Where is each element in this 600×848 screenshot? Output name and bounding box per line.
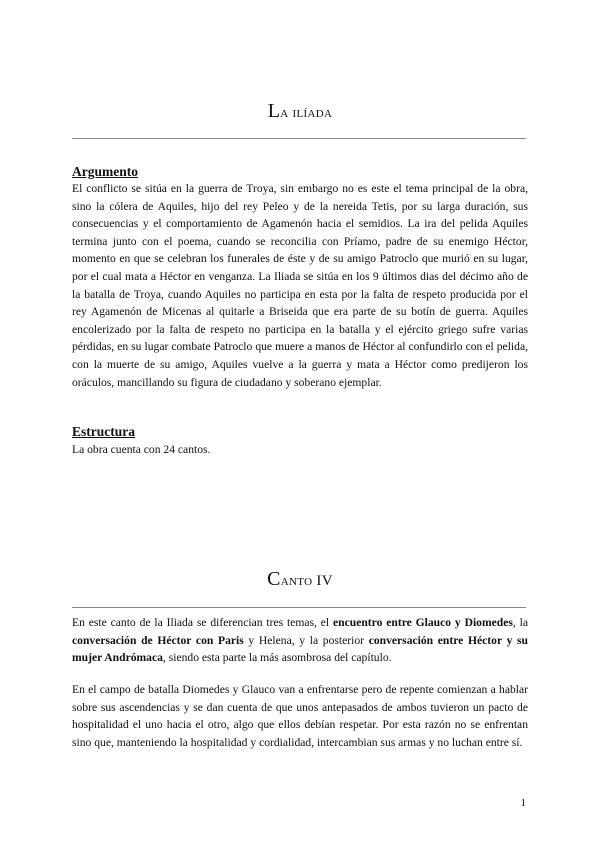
canto-divider (72, 607, 526, 608)
bold-hector-andromaca: conversación entre Héctor y su mujer Andrómaca (72, 633, 528, 665)
paragraph-argumento: El conflicto se sitúa en la guerra de Troya, sin embargo no es este el tema principal de la obra, sino la cólera de Aquiles, hijo del rey Peleo y de la nereida Tetis, por su larga duración, sus consecuencias y el comportamiento de Agamenón hacia el semidios. La ira del pelida Aquiles termina junto con el poema, cuando se reconcilia con Príamo, padre de su enemigo Héctor, momento en que se celebran los funerales de éste y de su amigo Patroclo que murió en su lugar, por el cual mata a Héctor en venganza. La Iliada se sitúa en los 9 últimos dias del décimo año de la batalla de Troya, cuando Aquiles no participa en esta por la falta de respeto producida por el rey Agamenón de Micenas al quitarle a Briseida que era parte de su botín de guerra. Aquiles encolerizado por la falta de respeto no participa en la batalla y el ejército griego sufre varias pérdidas, en su lugar combate Patroclo que muere a manos de Héctor al confundirlo con el pelida, con la muerte de su amigo, Aquiles vuelve a la guerra y mata a Héctor como predijeron los oráculos, mancillando su figura de ciudadano y soberano ejemplar. (72, 182, 528, 389)
heading-argumento: Argumento (72, 164, 138, 179)
heading-estructura: Estructura (72, 424, 135, 439)
title-divider (72, 138, 526, 139)
title-canto-iv: Canto IV (267, 568, 333, 590)
bold-glauco-diomedes: encuentro entre Glauco y Diomedes (333, 616, 513, 629)
page-number: 1 (520, 797, 526, 809)
bold-hector-paris: conversación de Héctor con Paris (72, 633, 244, 647)
title-la-iliada: La ilíada (267, 100, 333, 122)
paragraph-canto-intro: En este canto de la Iliada se diferencian tres temas, el encuentro entre Glauco y Diomedes, la conversación de Héctor con Paris y Helena, y la posterior conversación entre Héctor y su mujer Andrómaca, siendo esta parte la más asombrosa del capítulo. (72, 616, 528, 665)
paragraph-estructura: La obra cuenta con 24 cantos. (72, 443, 211, 456)
paragraph-canto-battle: En el campo de batalla Diomedes y Glauco van a enfrentarse pero de repente comienzan a hablar sobre sus ascendencias y se dan cuenta de que unos antepasados de ambos tuvieron un pacto de hospitalidad el uno hacia el otro, algo que ellos debían respetar. Por esta razón no se enfrentan sino que, manteniendo la hospitalidad y cordialidad, intercambian sus armas y no luchan entre sí. (72, 683, 528, 749)
